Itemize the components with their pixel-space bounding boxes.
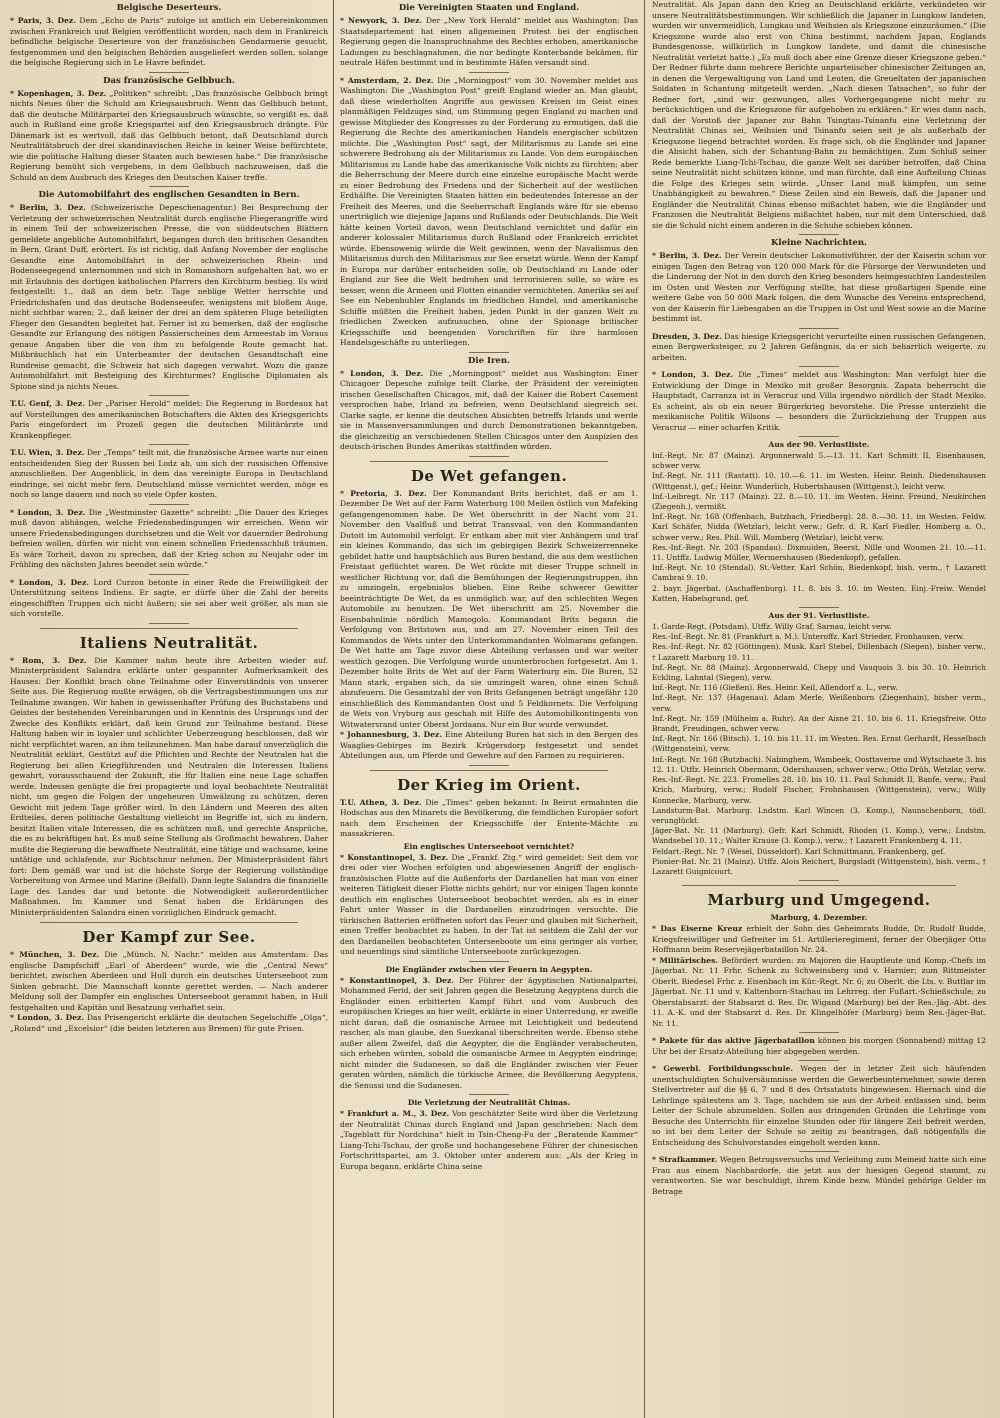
casualty-entry: Inf.-Regt. Nr. 10 (Stendal). St.-Vetter. Karl Schön, Biedenkopf, bish. verm., † Lazarett Cambrai 9. 10. [652,563,986,583]
article-text: Dem „Echo de Paris“ zufolge ist amtlich ein Uebereinkommen zwischen Frankreich und Belgien veröffentlicht worden, nach dem in Frankreich befindliche belgische Deserteure von der französischen Gendarmerie gesucht, festgenommen und den belgischen Behörden ausgeliefert werden sollen, solange die belgische Regierung sich in Le Havre befindet. [10,16,328,67]
article-dateline: * Berlin, 3. Dez. [652,251,722,260]
article-text: Von geschätzter Seite wird über die Verletzung der Neutralität Chinas durch England und Japan geschrieben: Nach dem „Tageblatt für Nordchina“ hielt in Tsin-Cheng-Fu der „Beratende Kammer“ Liang-Tchi-Tschau, der große und hochangesehene Führer der chinesischen Fortschrittspartei, am 3. Oktober unter anderem aus: „Als der Krieg in Europa begann, erklärte China seine [340,1109,638,1171]
article [340,842,638,958]
casualty-entry: Res.-Inf.-Regt. Nr. 203 (Spandau). Dixmuiden, Beerst, Nille und Woumen 21. 10.—11. 11. Untffz. Ludwig Müller, Wermershausen (Biedenkopf), gefallen. [652,542,986,563]
article-body [340,369,638,453]
casualty-entry: Inf.-Regt. Nr. 137 (Hagenau). Adam Merle, Weißenborn (Ziegenhain), bisher verm., verw. [652,693,986,713]
article-body [652,0,986,231]
separator [149,186,189,187]
article-dateline: * Berlin, 3. Dez. [10,203,86,212]
article-body [652,370,986,433]
article-body [10,656,328,919]
article-body [340,976,638,1092]
article-dateline: * Konstantinopel, 3. Dez. [340,852,449,862]
separator [149,444,189,445]
article-subheadline: Die Verletzung der Neutralität Chinas. [407,1098,571,1107]
article [652,885,986,956]
article-text: Der „Pariser Herold“ meldet: Die Regierung in Bordeaux hat auf Vorstellungen des amerikanischen Botschafters die Akten des Kriegsgerichts Paris eingefordert im Prozeß gegen die deutschen Militärärzte und Krankenpfleger. [10,399,328,440]
article-dateline: * London, 3. Dez. [652,370,734,379]
article-text: können bis morgen (Sonnabend) mittag 12 Uhr bei der Ersatz-Abteilung hier abgegeben werden. [652,1036,986,1056]
article-text: Wegen der in letzter Zeit sich häufenden unentschuldigten Schulversäumnisse werden die Gewerbeunternehmer, sowie deren Stellvertreter auf die §§ 6, 7 und 8 des Ortsstatuts hingewiesen. Hiernach sind die Lehrlinge spätestens am 3. Tage, nachdem sie aus der Arbeit entlassen sind, beim Leiter der Schule abzumelden. Sollen aus dringenden Gründen die Lehrlinge vom Besuche des Unterrichts für einzelne Stunden oder für längere Zeit befreit werden, so ist bei dem Leiter der Schule so zeitig zu beantragen, daß nötigenfalls die Entscheidung des Schulvorstandes eingeholt werden kann. [652,1064,986,1147]
article-text: Die „Frankf. Ztg.“ wird gemeldet: Seit dem vor drei oder vier Wochen erfolgten und abgewiesenen Angriff der englisch-französischen Flotte auf die Außenforts der Dardanellen hat man von einer weiteren Tätigkeit dieser Flotte nichts gehört; nur vor einigen Tagen konnte deutlich ein englisches Unterseeboot beobachtet werden, als es in einer Fahrt unter Wasser in die Dardanellen einzudringen versuchte. Die türkischen Batterien eröffneten sofort das Feuer und glauben mit Sicherheit, einen Treffer beobachtet zu haben. In der Tat ist seitdem die Zahl der vor den Dardanellen beobachteten Unterseeboote um eins geringer als vorher, und neuerdings sind sämtliche Unterseeboote zurückgezogen. [340,852,638,956]
article-dateline: T.U. Athen, 3. Dez. [340,797,422,807]
article-text: Die „Morningpost“ vom 30. November meldet aus Washington: Die „Washington Post“ greift England wieder an. Man glaubt, daß diese wiederholten Angriffe aus gewissen Kreisen im Geist eines planmäßigen Feldzuges sind, um Stimmung gegen England zu machen und gewisse Mitglieder des Kongresses zu der Forderung zu ermutigen, daß die Regierung die Rechte des amerikanischen Handels energischer schützen möchte. Die „Washington Post“ sagt, der Militarismus zu Lande sei eine schwerere Bedrohung als der Militarismus zu Lande. Von dem europäischen Militarismus zu Lande habe das amerikanische Volk nichts zu fürchten; aber die Beherrschung der Meere durch eine einzelne europäische Macht werde zu einer Bedrohung des Friedens und der Sicherheit auf der westlichen Erdhälfte. Die Vereinigten Staaten hätten ein bedeutendes Interesse an der Freiheit des Meeres, und die Seeherrschaft Englands wäre für sie ebenso unerträglich wie diejenige Japans und Rußlands oder Deutschlands. Die Welt hätte keinen Vorteil davon, wenn Deutschland vernichtet und dafür ein anderer kolossaler Militarismus durch Rußland oder Frankreich errichtet würde. Ebensowenig würde die Welt gewinnen, wenn der Navalismus den Militarismus durch den Militarismus zur See ersetzt würde. Wenn der Kampf in Europa nur darüber entscheiden solle, ob Deutschland zu Lande oder England zur See die Welt bedrohen und terrorisieren solle, so wäre es besser, wenn die Armeen und Flotten einander vernichteten. Amerika sei auf See ein Nebenbuhler Englands im friedlichen Handel, und amerikanische Schiffe müßten die Freiheit haben, jeden Punkt in der ganzen Welt zu friedlichen Zwecken aufzusuchen, ohne der Spionage britischer Kriegsschiffe und beengenden Vorschriften für ihre harmlosen Handelsgeschäfte zu unterliegen. [340,75,638,347]
article-dateline: * Amsterdam, 2. Dez. [340,75,434,85]
article-text: Neutralität. Als Japan dann den Krieg an Deutschland erklärte, verkündeten wir unsere Neutralitätsbestimmungen. Wir schließlich die Japaner in Lungkow landeten, wurden wir unvermeidlich, Lungkau und Weihsien als Kriegszone einzuräumen.“ (Die Kriegszone wurde also erst von China bestimmt, nachdem Japan, Englands Bundesgenosse, willkürlich in Lungkow landete, und damit die chinesische Neutralität verletzt hatte.) „Es muß doch aber eine Grenze dieser Kriegszone geben.“ Der Redner führte dann mehrere Berichte unparteiischer chinesischer Zeitungen an, in denen die Vergewaltigung von Land und Leuten, die Greueltaten der japanischen Soldaten in Schantung mitgeteilt werden. „Nach diesen Tatsachen“, so fuhr der Redner fort, „sind wir gezwungen, alles Vorhergegangene nicht mehr zu berücksichtigen und die Kriegszone für aufgehoben zu erklären.“ Er wies dann nach, daß der Vorstoß der Japaner zur Bahn Tsingtau–Tsinanfu eine Verletzung der Neutralität Chinas sei, Weihsien und Tsinanfu seien seit je als außerhalb der Kriegszone liegend betrachtet worden. Es frage sich, ob die Engländer und Japaner die Absicht haben, sich der Schantung-Bahn zu bemächtigen. Zum Schluß seiner Rede bemerkte Liang-Tchi-Tschau, die ganze Welt sei darüber betroffen, daß China seine Neutralität nicht schützen könne, und man fürchte, daß eine Aufteilung Chinas die Folge des Krieges sein würde. „Unser Land muß kämpfen, um seine Unabhängigkeit zu bewahren.“ Diese Zeilen sind ein Beweis, daß die Japaner und Engländer die Neutralität Chinas ebenso mißachtet haben, wie die Engländer und Franzosen die Neutralität Belgiens mißachtet haben, nur mit dem Unterschied, daß sie die Schuld nicht einem anderen in die Schuhe schieben können. [652,0,986,230]
article-dateline: * Rom, 3. Dez. [10,655,87,665]
separator [469,72,509,73]
separator [799,1151,839,1152]
article-body [340,1109,638,1172]
article [10,3,328,69]
separator [799,1060,839,1061]
separator [469,352,509,353]
casualty-entry: Landsturm-Bat. Marburg. Lndstm. Karl Wincen (3. Komp.), Naunschenborn, tödl. verunglückt. [652,805,986,825]
article [340,770,638,840]
article-dateline: * London, 3. Dez. [340,368,424,378]
article [652,1036,986,1057]
article-text: Lord Curzon betonte in einer Rede die Freiwilligkeit der Unterstützung seitens Indiens. Er sagte, er dürfe über die Zahl der bereits eingeschifften Truppen sich nicht äußern; sie sei aber weit größer, als man sie sich vorstelle. [10,577,328,618]
article-text: Das Prisengericht erklärte die deutschen Segelschiffe „Olga“, „Roland“ und „Excelsior“ (die beiden letzteren aus Bremen) für gute Prisen. [10,1013,328,1033]
article-dateline: * London, 3. Dez. [10,507,86,517]
article-headline: Die Vereinigten Staaten und England. [398,3,580,13]
article-subheadline: Die Engländer zwischen vier Feuern in Aegypten. [385,964,593,974]
article-body [10,203,328,392]
article-body [10,448,328,501]
article-text: Der Verein deutscher Lokomotivführer, der der Kaiserin schon vor einigen Tagen den Betrag von 120 000 Mark für die Fürsorge der Verwundeten und die Linderung der Not in den durch den Krieg besonders heimgesuchten Landesteilen im Osten und Westen zur Verfügung stellte, hat diese großartigen Spende eine weitere Gabe von 50 000 Mark folgen, die dem Wunsche des Vereins entsprechend, von der Kaiserin für Liebesgaben an die Truppen in Ost und West sowie an die Marine bestimmt ist. [652,251,986,323]
article-dateline: * Strafkammer. [652,1155,718,1165]
article [652,1155,986,1197]
article [10,508,328,571]
article-text: Eine Abteilung Buren hat sich in den Bergen des Waaglies-Gebirges im Bezirk Krügersdorp festgesetzt und sendet Abteilungen aus, um Pferde und Gewehre auf den Farmen zu requirieren. [340,730,638,760]
article-text: Der „Temps“ teilt mit, die französische Armee warte nur einen entscheidenden Sieg der Russen bei Lodz ab, um sich der russischen Offensive anzuschließen. Der Augenblick, in dem das vereinigte Europa in Deutschland eindringe, sei nicht mehr fern. Deutschland müsse vernichtet werden, möge es noch so lange dauern und noch so viele Opfer kosten. [10,448,328,499]
separator [469,765,509,766]
article [652,238,986,325]
separator [469,1094,509,1095]
article [340,730,638,762]
separator [149,395,189,396]
article-body [340,853,638,958]
casualty-entry: Res.-Inf.-Regt. Nr. 223. Fromelles 28. 10. bis 10. 11. Paul Schmidt II, Banfe, verw.; Paul Krich, Marburg, verw.; Rudolf Fischer, Frohnhausen (Wittgenstein), verw.; Willy Konnecke, Marburg, verw. [652,775,986,805]
column-3 [648,0,990,1418]
article-dateline: * Gewerbl. Fortbildungsschule. [652,1064,794,1074]
casualty-entry: 1. Garde-Regt. (Potsdam). Utffz. Willy Graf, Sarnau, leicht verw. [652,622,892,632]
article-headline: Kleine Nachrichten. [771,238,867,248]
divider [40,628,298,629]
article-text: Der „New York Herald“ meldet aus Washington: Das Staatsdepartement hat einen allgemeinen Protest bei der englischen Regierung gegen die Inanspruchnahme des Rechtes erhoben, amerikanische Ladungen zu beschlagnahmen, die nur bedingte Konterbande bekämen, für neutrale Häfen bestimmt und in bestimmte Häfen versandt sind. [340,16,638,67]
article-body [10,508,328,571]
separator [469,456,509,457]
article-dateline: * Konstantinopel, 3. Dez. [340,975,454,985]
article [652,611,986,877]
column-2 [336,0,642,1418]
casualty-entry: Inf.-Regt. Nr. 166 (Bitsch). 1. 10. bis 11. 11. im Westen. Res. Ernst Gerhardt, Hesselbach (Wittgenstein), verw. [652,734,986,754]
article-headline: Die Automobilfahrt des englischen Gesandten in Bern. [38,190,300,200]
article-body [340,489,638,731]
column-divider [644,0,645,1418]
casualty-entry: Inf.-Regt. Nr. 168 (Butzbach). Nabinghem, Wambeek, Oosttaverne und Wytschaete 3. bis 12. 11. Utffz. Heinrich Obermann, Odershausen, schwer verw.; Otto Drüh, Wetzlar, verw. [652,754,986,774]
separator [799,436,839,437]
article [10,190,328,392]
article-body [340,798,638,840]
article-text: Befördert wurden: zu Majoren die Hauptleute und Komp.-Chefs im Jägerbat. Nr. 11 Frhr. Schenk zu Schweinsberg und v. Harnier; zum Rittmeister Oberlt. Riedesel Frhr. z. Eisenbach im Kür.-Regt. Nr. 6; zu Oberlt. die Lts. v. Buttlar im Jägerbat. Nr. 11 und v. Kaltenborn-Stachau im Lehrreg. der Fußart.-Schießschule; zu Oberstabsarzt: der Stabsarzt d. Res. Dr. Wigand (Marburg) bei der Res.-Jäg.-Abt. des 11. A.-K. und der Stabsarzt d. Res. Dr. Klingelhöfer (Marburg) beim Res.-Jäger-Bat. Nr. 11. [652,955,986,1028]
article-body [340,16,638,69]
article [652,370,986,433]
divider [370,461,608,462]
casualty-entry: Jäger-Bat. Nr. 11 (Marburg). Gefr. Karl Schmidt, Rhoden (1. Komp.), verw.; Lndstm. Wandsebel 10. 11.; Walter Krause (3. Komp.), verw.; † Lazarett Frankenberg 4. 11. [652,826,986,846]
article-body [340,76,638,349]
article-text: Die „Morningpost“ meldet aus Washington: Einer Chicagoer Depesche zufolge teilt Clarke, der Präsident der vereinigten irischen Gesellschaften Chicagos, mit, daß der Kaiser die Robert Casement versprochen habe, Irland zu befreien, wenn Deutschland siegreich sei. Clarke sagte, er kenne die deutschen Absichten betreffs Irlands und werde sie in Massenversammlungen und durch Demonstrationen bekanntgeben, die gleichzeitig an verschiedenen Stellen Chicagos unter den Auspizien des deutsch-irischen Bundes Amerikas stattfinden würden. [340,368,639,451]
separator [799,1032,839,1033]
article [340,461,638,731]
article-body [10,1013,328,1034]
article-body [652,956,986,1030]
article-dateline: * Das Eiserne Kreuz [652,924,743,934]
article-headline: Belgische Deserteurs. [116,3,222,13]
divider [40,922,298,923]
divider [682,885,956,886]
article-dateline: * Pakete für das aktive Jägerbataillon [652,1036,815,1046]
article-dateline: * Johannesburg, 3. Dez. [340,730,443,739]
article [10,578,328,620]
separator [799,366,839,367]
article [10,922,328,1013]
casualty-entry: Pionier-Bat. Nr. 21 (Mainz). Utffz. Alois Reichert, Burgsladt (Wittgenstein), bish. verm., † Lazarett Guignicourt. [652,856,986,876]
article [340,1098,638,1172]
article-dateline: Dresden, 3. Dez. [652,331,722,341]
separator [149,623,189,624]
article [652,0,986,231]
article-body [10,950,328,1013]
article-body [10,16,328,69]
article-dateline: * Pretoria, 3. Dez. [340,488,427,498]
divider [370,770,608,771]
article-text: Die „Times“ geben bekannt: In Beirut ermahnten die Hodschas aus den Minarets die Bevölkerung, die feindlichen Europäer sofort nach dem Erscheinen der Kriegsschiffe der Entente-Mächte zu massakrieren. [340,797,638,838]
section-headline: Der Kampf zur See. [82,928,256,946]
casualty-entry: Inf.-Regt. Nr. 88 (Mainz). Argonnerwald, Chepy und Vauquois 3. bis 30. 10. Heinrich Eckling, Lahntal (Siegen), verw. [652,662,986,683]
casualty-entry: 2. bayr. Jägerbat. (Aschaffenburg). 11. 8. bis 3. 10. im Westen. Einj.-Freiw. Wendel Katten, Habelsgrund, gef. [652,583,986,603]
article-dateline: * Militärisches. [652,955,719,965]
casualty-entry: Feldart.-Regt. Nr. 7 (Wesel, Düsseldorf). Karl Schmittmann, Frankenberg, gef. [652,846,946,856]
article-body [652,1036,986,1057]
section-headline: De Wet gefangen. [410,466,568,485]
separator [799,328,839,329]
article-dateline: * Newyork, 3. Dez. [340,16,423,25]
article-body [652,924,986,956]
article [340,356,638,453]
article [10,1013,328,1034]
article [652,440,986,604]
article-text: erhielt der Sohn des Geheimrats Budde, Dr. Rudolf Budde, Kriegsfreiwilliger und Gefreiter im 51. Artillerieregiment, ferner der Oberjäger Otto Hoffmann beim Reservejägerbataillon Nr. 24. [652,924,986,955]
article [340,965,638,1092]
article-subheadline: Aus der 90. Verlustliste. [768,440,870,449]
article-headline: Die Iren. [468,355,510,366]
casualty-entry: Inf.-Leibregt. Nr. 117 (Mainz). 22. 8.—10. 11. im Westen. Heinr. Freund, Neukirchen (Ziegenh.), vermißt. [652,491,986,512]
article [652,332,986,364]
article-dateline: * Kopenhagen, 3. Dez. [10,88,107,98]
separator [469,961,509,962]
article-body [652,332,986,364]
article-dateline: * London, 3. Dez. [10,1013,84,1022]
column-1 [6,0,332,1418]
article-dateline: * Paris, 3. Dez. [10,16,76,25]
section-headline: Der Krieg im Orient. [397,775,581,794]
section-headline: Marburg und Umgegend. [707,891,931,910]
article-text: Die „Times“ meldet aus Washington: Man verfolgt hier die Entwicklung der Dinge in Mexiko mit großer Besorgnis. Zapata beherrscht die Hauptstadt, Carranza ist in Veracruz und Villa irgendwo nördlich der Stadt Mexiko. Es scheint, als ob ein neuer Bürgerkrieg bevorstehe. Die Presse unterzieht die mexikanische Politik Wilsons — besonders die Zurückziehung der Truppen aus Veracruz — einer scharfen Kritik. [652,370,986,432]
separator [799,234,839,235]
article-text: Die Kammer nahm heute ihre Arbeiten wieder auf. Ministerpräsident Salandra erklärte unter gespannter Aufmerksamkeit des Hauses: Der Konflikt brach ohne Teilnahme oder Einverständnis von unserer Seite aus. Die Regierung mußte erwägen, ob die Vertragsbestimmungen uns zur Teilnahme zwangen. Wir haben in gewissenhafter Prüfung des Buchstabens und Geistes der bestehenden Vereinbarungen und in Kenntnis des Ursprungs und der Zwecke des Konflikts erklärt, daß kein Grund zur Teilnahme bestand. Diese Haltung haben wir in loyaler und schlichter Ueberzeugung beschlossen, daß wir nicht verpflichtet waren, an ihm teilzunehmen. Man habe darauf unverzüglich die Neutralität erklärt. Gestützt auf die Pflichten und Rechte der Neutralen hat die Regierung bei allen Kriegführenden und Neutralen die Interessen Italiens gewahrt, vorausschauend der Zukunft, die für Italien eine neue Lage schaffen werde. Indessen genügte die frei propagierte und loyal beobachtete Neutralität nicht, um gegen die Folgen der ungeheuren Umwälzung zu schützen, deren Gewicht mit jedem Tage größer wird. In den Ländern und Meeren des alten Erdteiles, deren politische Gestaltung vielleicht im Begriffe ist, sich zu ändern, besitzt Italien vitale Interessen, die es schützen muß, und gerechte Ansprüche, die es zu bekräftigen hat. Es muß seine Stellung als Großmacht bewahren. Daher mußte die Regierung die bewaffnete Neutralität, eine tätige und wachsame, keine untätige und schlafende, zur Richtschnur nehmen. Der Ministerpräsident fährt fort: Dem gemäß war und ist die höchste Sorge der Regierung vollständige Vorbereitung von Armee und Marine (Beifall). Dann legte Salandra die finanzielle Lage des Landes dar und betonte die Notwendigkeit außerordentlicher Maßnahmen. Im Kammer und Senat haben die Erklärungen des Ministerpräsidenten Salandra einen vorzüglichen Eindruck gemacht. [10,655,328,917]
casualty-entry: Res.-Inf.-Regt. Nr. 82 (Göttingen). Musk. Karl Stebel, Dillenbach (Siegen), bisher verw., † Lazarett Marburg 10. 11. [652,642,986,662]
casualty-list [652,451,986,604]
article-body [10,578,328,620]
article [10,399,328,441]
article-text: „Politiken“ schreibt: „Das französische Gelbbuch bringt nichts Neues über die Schuld am Kriegsausbruch. Wenn das Gelbbuch betont, daß die deutsche Militärpartei den Kriegsausbruch wünschte, so vergißt es, daß auch in Rußland eine große Kriegspartei auf den Kriegsausbruch drängte. Für Dänemark ist es wertvoll, daß das Gelbbuch betont, daß Deutschland durch Neutralitätsbruch der drei skandinavischen Reiche in keiner Weise befürchtete, wie die politische Haltung dieser Staaten auch bewiesen habe.“ Die französische Regierung bemüht sich vergebens, in dem Gelbbuch nachzuweisen, daß die Schuld an dem Ausbruch des Krieges den Deutschen Kaiser treffe. [10,88,328,182]
article [10,448,328,501]
article-body [340,730,638,762]
article-text: Die „Münch. N. Nachr.“ melden aus Amsterdam: Das englische Dampfschiff „Earl of Aberdeen“ wurde, wie die „Central News“ berichtet, zwischen Aberdeen und Hull durch ein deutsches Unterseeboot zum Sinken gebracht. Die Mannschaft konnte gerettet werden. — Nach anderer Meldung soll der Dampfer ein englisches Unterseeboot gerammt haben, in Hull festgehalten und Kapitän und Besatzung verhaftet sein. [10,950,329,1012]
separator [799,607,839,608]
article-dateline: T.U. Wien, 3. Dez. [10,448,85,457]
article [10,628,328,919]
separator [149,72,189,73]
article-dateline: * London, 3. Dez. [10,577,89,587]
article [652,956,986,1030]
casualty-entry: Inf.-Regt. Nr. 87 (Mainz). Argonnerwald 5.—13. 11. Karl Schmitt II, Eisenhausen, schwer verw. [652,451,986,471]
dateline: Marburg, 4. Dezember. [770,913,868,923]
casualty-entry: Inf.-Regt. Nr. 116 (Gießen). Res. Heinr. Keil, Allendorf a. L., verw. [652,683,898,693]
separator [799,880,839,881]
article-headline: Das französische Gelbbuch. [103,75,235,86]
article [652,1064,986,1148]
article-dateline: * München, 3. Dez. [10,950,100,959]
article-text: Der Kommandant Brits berichtet, daß er am 1. Dezember De Wet auf der Farm Waterburg 100 Meilen östlich von Mafeking gefangengenommen habe. De Wet überschritt in der Nacht vom 21. November den Vaalfluß und betrat Transvaal, von den Kommandanten Dutoit im Automobil verfolgt. Er entkam aber mit vier Anhängern und traf ein kleines Kommando, das sich im gebirgigen Bezirk Schweizerrenneke gebildet hatte und hauptsächlich aus Buren bestand, die aus dem westlichen Freistaat geflüchtet waren. De Wet rückte mit dieser Truppe schnell in westlicher Richtung vor, daß die Bemühungen der Regierungstruppen, ihn zu umzingeln, ergebnislos blieben. Eine Reihe schwerer Gewitter beeinträchtigte De Wet, da es unmöglich war, auf den schlechten Wegen Automobile zu benutzen. De Wet überschritt am 25. November die Eisenbahnlinie nördlich Mamogolo. Kommandant Brits begann die Verfolgung von Britstown aus, und am 27. November einen Teil des Kommandos de Wets unter den Unterkommandanten Wolmarans gefangen. De Wet hatte am Tage zuvor diese Abteilung verlassen und war weiter westlich gezogen. Die Verfolgung wurde ununterbrochen fortgesetzt. Am 1. Dezember holte Brits de Wet auf der Farm Waterburg ein. Die Buren, 52 Mann stark, ergaben sich, da sie umzingelt waren, ohne einen Schuß abzufeuern. Die Gesamtzahl der von Brits Gefangenen beträgt ungefähr 120 einschließlich des Kommandanten Oost und 5 Feldkornets. Die Verfolgung de Wets von Vryburg aus geschah mit Hilfe des Automobilkontingents von Witwatersrand unter Oberst Jordaans. Nur ein Bur wurde verwundet. [340,488,638,729]
article-subheadline: Ein englisches Unterseeboot vernichtet? [403,841,575,851]
article-text: Der Führer der ägyptischen Nationalpartei, Mohammed Ferid, der seit Jahren gegen die Besetzung Aegyptens durch die Engländer einen erbitterten Kampf führt und vom Ausbruch des europäischen Krieges an hier weilt, erklärte in einer Unterredung, er zweifle nicht daran, daß die osmanische Armee mit Leichtigkeit und bedeutend rascher, als man glaube, den Suezkanal überschreiten werde. Ebenso stehe außer allem Zweifel, daß die Aegypter, die die Engländer verabscheuten, sich erheben würden, sobald die osmanische Armee in Aegypten eindringe; nicht minder die Sudanesen, so daß die Engländer zwischen vier Feuer geraten würden, nämlich die türkische Armee, die Bevölkerung Aegyptens, die Senussi und die Sudanesen. [340,975,638,1090]
article-body [10,399,328,441]
article-text: (Schweizerische Depeschenagentur.) Bei Besprechung der Verletzung der schweizerischen Neutralität durch englische Fliegerangriffe wird in einem Teil der schweizerischen Presse, die von süddeutschen Blättern gemeldete angebliche Automobilfahrt, begangen durch den britischen Gesandten in Bern, Grant Duff, erörtert. Es ist richtig, daß Anfang November der englische Gesandte eine Automobilfahrt in der schweizerischen Rhein- und Bodenseegegend unternommen und sich in Romanshorn aufgehalten hat, wo er mit Erlaubnis des dortigen katholischen Pfarrers den Kirchturm bestieg. Es wird festgestellt: 1., daß an dem betr. Tage neblige Wetter herrschte und Friedrichshafen und das deutsche Bodenseeufer, wenigstens mit bloßem Auge, nicht sichtbar waren; 2., daß keiner der drei an dem späteren Fluge beteiligten Flieger den Gesandten begleitet hat. Ferner ist zu bemerken, daß der englische Gesandte zur Erlangung des nötigen Passierscheines dem Armeestab im Voraus genaue Angaben über die von ihm zu befolgende Route gemacht hat. Mißbräuchlich hat ein Unterbeamter der deutschen Gesandtschaft eine Rundreise gemacht, die Schweiz hat sich dagegen verwahrt. Wozu die ganze Automobilfahrt mit Besteigung des Kirchturmes? Englische Diplomaten als Spione sind ja nichts Neues. [10,203,329,391]
casualty-entry: Inf.-Regt. Nr. 168 (Offenbach, Butzbach, Friedberg). 28. 8.—30. 11. im Westen. Feldw. Karl Schäfer, Nidda (Wetzlar), leicht verw.; Gefr. d. R. Karl Fiedler, Homberg a. O., schwer verw.; Res. Phil. Will, Momberg (Wetzlar), leicht verw. [652,512,986,542]
article-text: Die „Westminster Gazette“ schreibt: „Die Dauer des Krieges muß davon abhängen, welche Friedensbedingungen wir erreichen. Wenn wir unsere Friedensbedingungen durchsetzen und die Welt vor dauernder Bedrohung befreien wollen, dürfen wir nicht von einem schnellen Friedensschluß träumen. Es wäre Torheit, davon zu sprechen, daß der Krieg schon zu Neujahr oder im Frühling des nächsten Jahres beendet sein würde.“ [10,507,328,569]
article-subheadline: Aus der 91. Verlustliste. [768,611,870,621]
article-body [652,251,986,325]
article-body [652,1064,986,1148]
article [340,3,638,69]
article-dateline: T.U. Genf, 3. Dez. [10,399,85,408]
article-body [652,1155,986,1197]
casualty-list [652,622,986,877]
section-headline: Italiens Neutralität. [79,633,259,652]
article-text: Wegen Betrugsversuchs und Verleitung zum Meineid hatte sich eine Frau aus einem Nachbardorfe, die jetzt aus der hiesigen Gegend stammt, zu verantworten. Sie war beschuldigt, ihrem Kinde bezw. Mündel gehörige Gelder im Betrage [652,1155,986,1196]
column-divider [333,0,334,1418]
article [10,76,328,184]
article [340,76,638,349]
article-body [10,89,328,184]
casualty-entry: Inf.-Regt. Nr. 111 (Rastatt). 10. 10.—6. 11. im Westen. Heinr. Reinh. Diedenshausen (Wittgenst.), gef.; Heinr. Wunderlich, Hubertshausen (Wittgenst.), leicht verw. [652,471,986,491]
article-text: Das hiesige Kriegsgericht verurteilte einen russischen Gefangenen, einen Bergwerksteiger, zu 2 Jahren Gefängnis, da er sich beharrlich weigerte, zu arbeiten. [652,331,987,362]
article-dateline: * Frankfurt a. M., 3. Dez. [340,1109,450,1118]
casualty-entry: Res.-Inf.-Regt. Nr. 81 (Frankfurt a. M.). Unteroffz. Karl Strieder, Fronhausen, verw. [652,632,965,642]
casualty-entry: Inf.-Regt. Nr. 159 (Mülheim a. Ruhr). An der Aisne 21. 10. bis 6. 11. Kriegsfreiw. Otto Brandt, Freudingen, schwer verw. [652,713,986,734]
separator [149,574,189,575]
separator [149,504,189,505]
